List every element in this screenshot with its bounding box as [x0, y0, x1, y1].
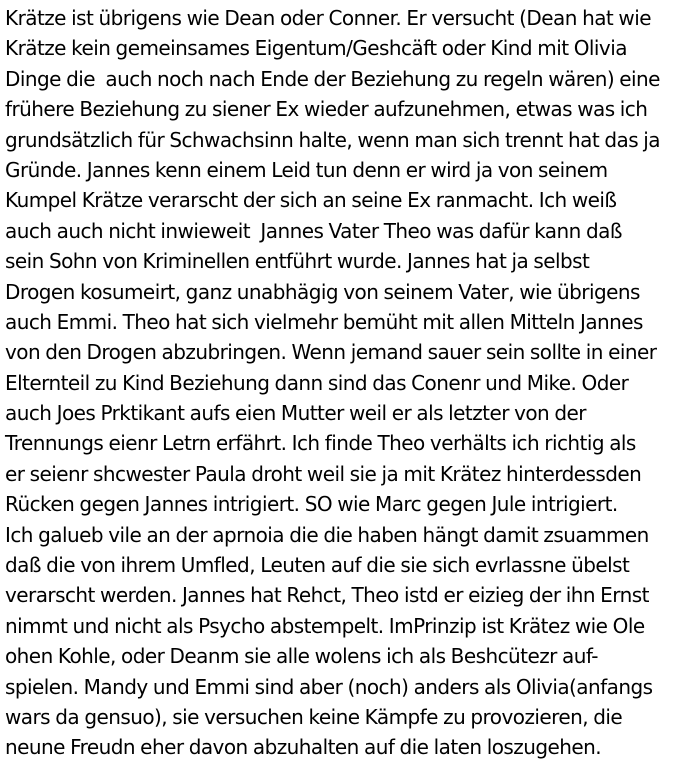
text-line: er seienr shcwester Paula droht weil sie ja mit Krätez hinterdessden [5, 461, 642, 486]
text-line: Ich galueb vile an der aprnoia die die haben hängt damit zsuammen [5, 522, 649, 547]
text-line: auch auch nicht inwieweit Jannes Vater Theo was dafür kann daß [5, 218, 622, 243]
text-line: Rücken gegen Jannes intrigiert. SO wie Marc gegen Jule intrigiert. [5, 492, 618, 517]
text-line: nimmt und nicht als Psycho abstempelt. ImPrinzip ist Krätez wie Ole [5, 613, 645, 638]
text-line: verarscht werden. Jannes hat Rehct, Theo istd er eizieg der ihn Ernst [5, 583, 649, 608]
text-line: Krätze ist übrigens wie Dean oder Conner. Er versucht (Dean hat wie [5, 6, 651, 30]
text-line: Dinge die auch noch nach Ende der Beziehung zu regeln wären) eine [5, 66, 660, 91]
text-line: Kumpel Krätze verarscht der sich an seine Ex ranmacht. Ich weiß [5, 188, 617, 213]
text-line: daß die von ihrem Umfled, Leuten auf die sie sich evrlassne übelst [5, 553, 630, 578]
document-text [5, 3, 681, 763]
text-line: sein Sohn von Kriminellen entführt wurde. Jannes hat ja selbst [5, 249, 590, 274]
text-line: spielen. Mandy und Emmi sind aber (noch) anders als Olivia(anfangs [5, 674, 653, 699]
text-line: grundsätzlich für Schwachsinn halte, wenn man sich trennt hat das ja [5, 127, 661, 152]
text-line: frühere Beziehung zu siener Ex wieder aufzunehmen, etwas was ich [5, 97, 648, 122]
text-line: Drogen kosumeirt, ganz unabhägig von seinem Vater, wie übrigens [5, 279, 640, 304]
text-line: ohen Kohle, oder Deanm sie alle wolens ich als Beshcütezr auf- [5, 644, 598, 669]
text-line: von den Drogen abzubringen. Wenn jemand sauer sein sollte in einer [5, 340, 657, 365]
text-line: neune Freudn eher davon abzuhalten auf die laten loszugehen. [5, 735, 602, 760]
text-line: auch Emmi. Theo hat sich vielmehr bemüht mit allen Mitteln Jannes [5, 309, 643, 334]
text-line: Krätze kein gemeinsames Eigentum/Geshcäft oder Kind mit Olivia [5, 36, 627, 61]
text-line: Gründe. Jannes kenn einem Leid tun denn er wird ja von seinem [5, 157, 608, 182]
text-line: wars da gensuo), sie versuchen keine Kämpfe zu provozieren, die [5, 704, 623, 729]
text-line: auch Joes Prktikant aufs eien Mutter weil er als letzter von der [5, 401, 586, 426]
text-line: Elternteil zu Kind Beziehung dann sind das Conenr und Mike. Oder [5, 370, 629, 395]
text-line: Trennungs eienr Letrn erfährt. Ich finde Theo verhälts ich richtig als [5, 431, 636, 456]
